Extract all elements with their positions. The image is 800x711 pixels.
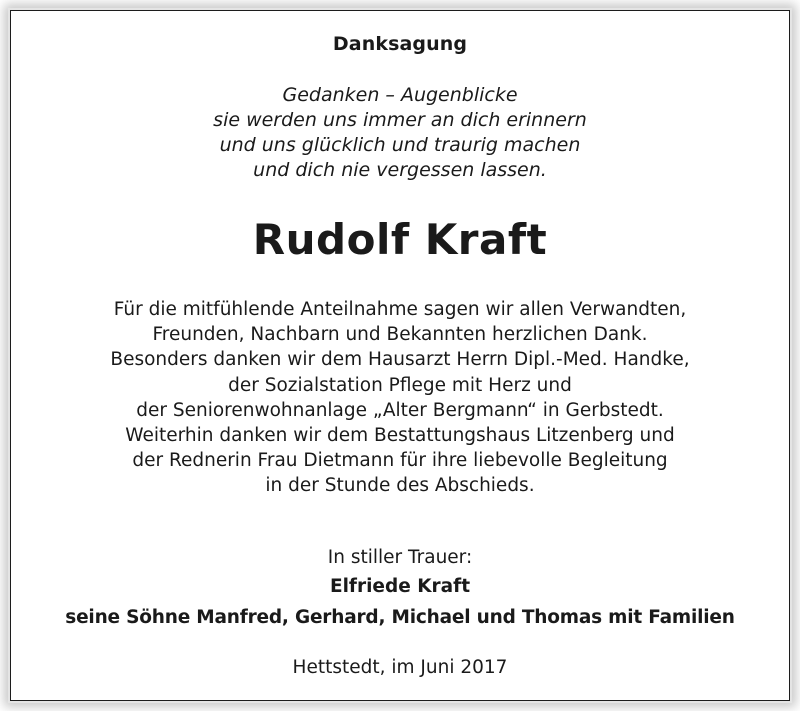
poem-line: und uns glücklich und traurig machen	[219, 134, 581, 156]
thanks-line: Weiterhin danken wir dem Bestattungshaus Litzenberg und	[125, 425, 675, 447]
thanks-line: der Sozialstation Pflege mit Herz und	[228, 374, 572, 396]
place-date: Hettstedt, im Juni 2017	[292, 657, 508, 678]
poem-line: und dich nie vergessen lassen.	[253, 159, 547, 181]
obituary-notice	[10, 10, 790, 701]
thanks-line: Freunden, Nachbarn und Bekannten herzlichen Dank.	[152, 324, 648, 346]
thanks-line: Besonders danken wir dem Hausarzt Herrn Dipl.-Med. Handke,	[110, 349, 690, 371]
sons-names: seine Söhne Manfred, Gerhard, Michael und Thomas mit Familien	[65, 607, 735, 628]
deceased-name: Rudolf Kraft	[252, 215, 548, 264]
thanks-line: der Rednerin Frau Dietmann für ihre liebevolle Begleitung	[132, 450, 668, 472]
heading: Danksagung	[332, 33, 468, 55]
poem-line: sie werden uns immer an dich erinnern	[213, 109, 587, 131]
thanks-line: Für die mitfühlende Anteilnahme sagen wir allen Verwandten,	[113, 299, 687, 320]
poem	[11, 83, 789, 183]
thanks-line: der Seniorenwohnanlage „Alter Bergmann“ in Gerbstedt.	[136, 399, 664, 421]
poem-line: Gedanken – Augenblicke	[282, 84, 518, 106]
mourning-label: In stiller Trauer:	[327, 547, 473, 568]
thanks-line: in der Stunde des Abschieds.	[265, 475, 535, 497]
widow-name: Elfriede Kraft	[329, 576, 471, 597]
thanks-text	[11, 297, 789, 499]
